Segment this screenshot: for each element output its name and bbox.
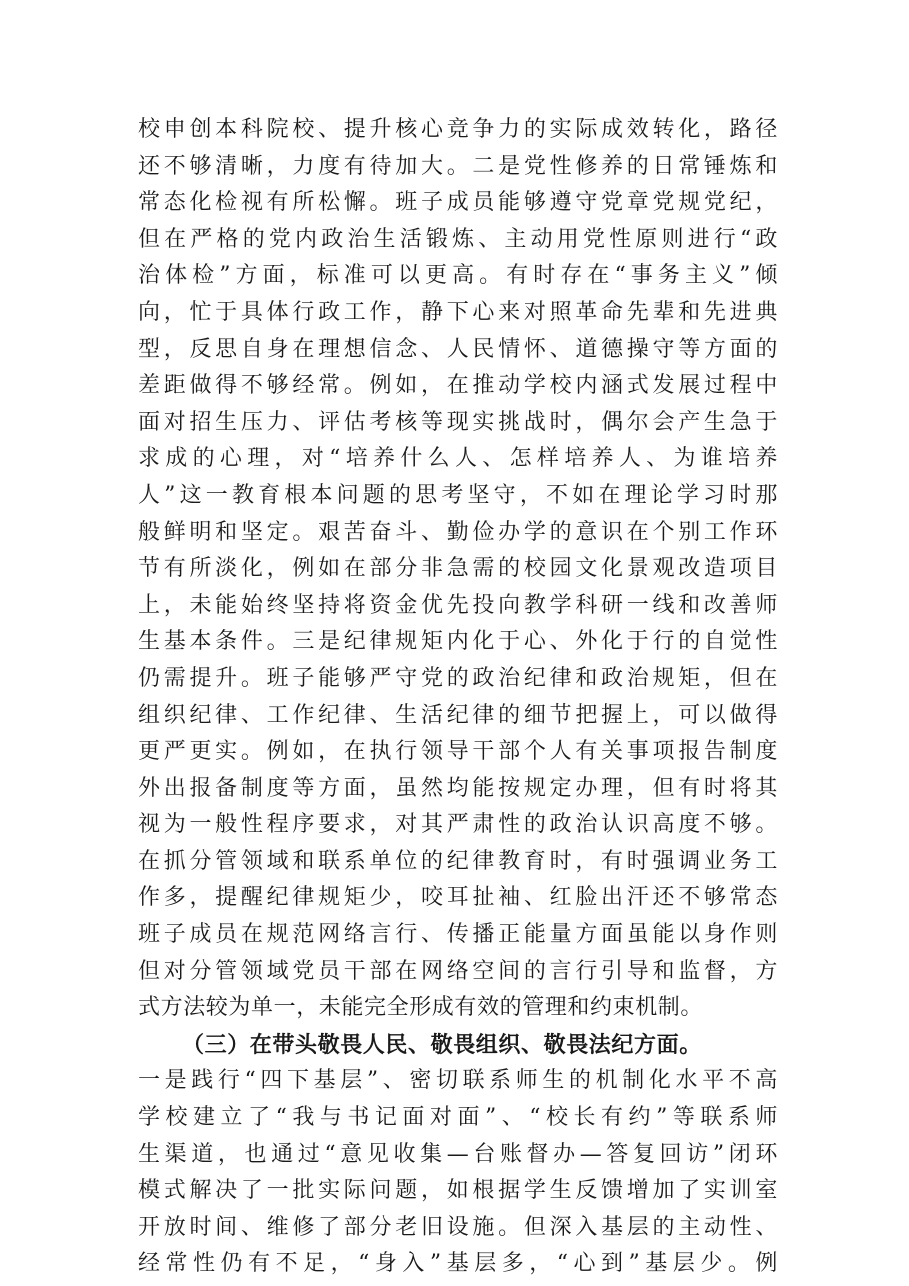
body-line: 开放时间、维修了部分老旧设施。但深入基层的主动性、 bbox=[138, 1214, 778, 1240]
body-line: 视为一般性程序要求，对其严肃性的政治认识高度不够。 bbox=[138, 812, 778, 838]
body-line: 但在严格的党内政治生活锻炼、主动用党性原则进行“政 bbox=[138, 226, 778, 252]
body-line: 常态化检视有所松懈。班子成员能够遵守党章党规党纪， bbox=[138, 190, 778, 216]
body-line: 一是践行“四下基层”、密切联系师生的机制化水平不高 bbox=[138, 1068, 778, 1094]
body-line: 上，未能始终坚持将资金优先投向教学科研一线和改善师 bbox=[138, 592, 778, 618]
body-line: 校申创本科院校、提升核心竞争力的实际成效转化，路径 bbox=[138, 117, 778, 142]
body-line: 学校建立了“我与书记面对面”、“校长有约”等联系师 bbox=[138, 1105, 778, 1131]
section-heading: （三）在带头敬畏人民、敬畏组织、敬畏法纪方面。 bbox=[182, 1031, 702, 1058]
body-line: 向，忙于具体行政工作，静下心来对照革命先辈和先进典 bbox=[138, 299, 778, 325]
body-line: 作多，提醒纪律规矩少，咬耳扯袖、红脸出汗还不够常态 bbox=[138, 885, 778, 911]
body-line: 型，反思自身在理想信念、人民情怀、道德操守等方面的 bbox=[138, 336, 778, 362]
body-line: 生基本条件。三是纪律规矩内化于心、外化于行的自觉性 bbox=[138, 629, 778, 655]
body-line: 面对招生压力、评估考核等现实挑战时，偶尔会产生急于 bbox=[138, 409, 778, 435]
body-line: 外出报备制度等方面，虽然均能按规定办理，但有时将其 bbox=[138, 775, 778, 801]
body-line: 在抓分管领域和联系单位的纪律教育时，有时强调业务工 bbox=[138, 848, 778, 874]
body-line: 还不够清晰，力度有待加大。二是党性修养的日常锤炼和 bbox=[138, 153, 778, 179]
body-line: 求成的心理，对“培养什么人、怎样培养人、为谁培养 bbox=[138, 446, 778, 472]
body-line: 人”这一教育根本问题的思考坚守，不如在理论学习时那 bbox=[138, 482, 778, 508]
body-line: 组织纪律、工作纪律、生活纪律的细节把握上，可以做得 bbox=[138, 702, 778, 728]
body-line: 节有所淡化，例如在部分非急需的校园文化景观改造项目 bbox=[138, 556, 778, 582]
body-line: 但对分管领域党员干部在网络空间的言行引导和监督，方 bbox=[138, 958, 778, 984]
body-line: 治体检”方面，标准可以更高。有时存在“事务主义”倾 bbox=[138, 263, 778, 289]
body-line: 模式解决了一批实际问题，如根据学生反馈增加了实训室 bbox=[138, 1178, 778, 1204]
body-line: 差距做得不够经常。例如，在推动学校内涵式发展过程中 bbox=[138, 373, 778, 399]
body-line: 生渠道，也通过“意见收集—台账督办—答复回访”闭环 bbox=[138, 1141, 778, 1167]
body-line: 经常性仍有不足，“身入”基层多，“心到”基层少。例 bbox=[138, 1251, 778, 1277]
document-body bbox=[138, 112, 778, 1283]
body-line: 更严更实。例如，在执行领导干部个人有关事项报告制度 bbox=[138, 739, 778, 765]
body-line: 般鲜明和坚定。艰苦奋斗、勤俭办学的意识在个别工作环 bbox=[138, 519, 778, 545]
body-line: 班子成员在规范网络言行、传播正能量方面虽能以身作则 bbox=[138, 922, 778, 948]
body-line: 式方法较为单一，未能完全形成有效的管理和约束机制。 bbox=[138, 995, 704, 1021]
body-line: 仍需提升。班子能够严守党的政治纪律和政治规矩，但在 bbox=[138, 665, 778, 691]
